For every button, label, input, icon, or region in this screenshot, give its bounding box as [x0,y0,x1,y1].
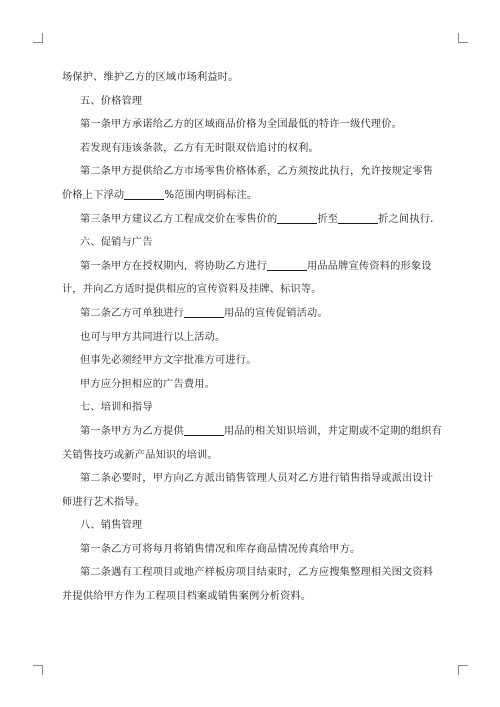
fill-blank[interactable] [267,259,307,271]
paragraph-text: 甲方应分担相应的广告费用。 [80,378,216,390]
clause-training-1 [62,420,442,467]
clause-price-3 [62,208,442,232]
clause-sales-1 [62,538,442,562]
heading-text: 七、培训和指导 [80,402,153,414]
paragraph-text: 用品的相关知识培训，并定期或不定期的组织有关销售技巧或新产品知识的培训。 [62,425,443,461]
crop-mark-top-right [458,33,468,43]
fill-blank[interactable] [124,188,164,200]
paragraph-text: 用品的宣传促销活动。 [223,307,328,319]
paragraph-text: 第一条乙方可将每月将销售情况和库存商品情况传真给甲方。 [80,543,361,555]
fill-blank[interactable] [184,306,224,318]
fill-blank[interactable] [338,212,378,224]
crop-mark-bottom-right [458,665,468,675]
paragraph-text: 若发现有违该条款，乙方有无时限双倍追讨的权利。 [80,142,319,154]
clause-promotion-2-note-a [62,326,442,350]
paragraph-text: 第一条甲方承诺给乙方的区域商品价格为全国最低的特许一级代理价。 [80,119,403,131]
clause-sales-2 [62,561,442,608]
section-heading-price [62,90,442,114]
clause-promotion-2-note-b [62,349,442,373]
paragraph-text: 第一条甲方在授权期内，将协助乙方进行 [80,260,267,272]
paragraph-text: 折之间执行. [378,213,434,225]
fill-blank[interactable] [277,212,317,224]
clause-price-1-note [62,137,442,161]
clause-price-2 [62,160,442,207]
heading-text: 六、促销与广告 [80,237,153,249]
clause-promotion-2-note-c [62,373,442,397]
section-heading-sales [62,514,442,538]
paragraph-text: 用品品牌宣传资料的形象设计，并向乙方适时提供相应的宣传资料及挂牌、标识等。 [62,260,432,296]
paragraph-text: 第二条甲方提供给乙方市场零售价格体系，乙方须按此执行，允许按规定零售价格上下浮动 [62,166,434,201]
paragraph-text: 折至 [317,213,339,225]
document-body [62,66,442,609]
heading-text: 八、销售管理 [80,520,143,532]
paragraph-text: 第二条遇有工程项目或地产样板房项目结束时，乙方应搜集整理相关图文资料并提供给甲方作为工程项目档案或销售案例分析资料。 [62,567,434,603]
clause-promotion-2 [62,302,442,326]
clause-training-2 [62,467,442,514]
crop-mark-bottom-left [33,665,43,675]
heading-text: 五、价格管理 [80,95,143,107]
paragraph-text: 但事先必须经甲方文字批准方可进行。 [80,355,257,367]
paragraph-text: 第三条甲方建议乙方工程成交价在零售价的 [80,213,278,225]
paragraph-text: 场保护、维护乙方的区域市场利益时。 [62,72,239,83]
paragraph-text: 第二条必要时，甲方向乙方派出销售管理人员对乙方进行销售指导或派出设计师进行艺术指导。 [62,473,434,508]
paragraph-text: %范围内明码标注。 [164,189,258,201]
paragraph-text: 第一条甲方为乙方提供 [80,425,184,437]
paragraph-text: 也可与甲方共同进行以上活动。 [80,331,226,343]
clause-promotion-1 [62,255,442,302]
section-heading-promotion [62,231,442,255]
paragraph-continuation [62,66,442,90]
fill-blank[interactable] [184,424,224,436]
crop-mark-top-left [33,33,43,43]
clause-price-1 [62,113,442,137]
section-heading-training [62,396,442,420]
paragraph-text: 第二条乙方可单独进行 [80,307,184,319]
